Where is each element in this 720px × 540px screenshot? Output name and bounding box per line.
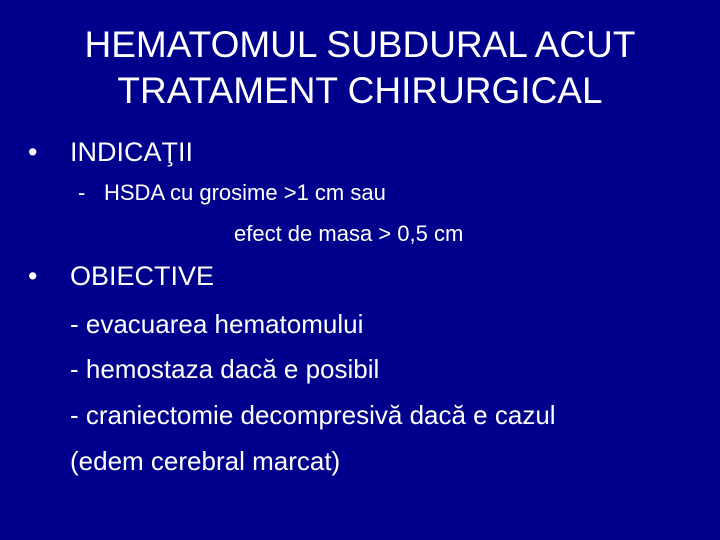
indicatii-line-1: HSDA cu grosime >1 cm sau xyxy=(104,180,386,205)
obiective-item: - evacuarea hematomului xyxy=(70,309,364,339)
bullet-obiective xyxy=(28,260,214,292)
slide-title xyxy=(0,22,720,114)
indicatii-line-2: efect de masa > 0,5 cm xyxy=(234,221,464,246)
bullet-dot-obiective: • xyxy=(28,261,38,291)
bullet-dot-indicatii: • xyxy=(28,137,38,167)
obiective-heading: OBIECTIVE xyxy=(70,261,215,291)
title-line-1: HEMATOMUL SUBDURAL ACUT xyxy=(84,24,636,65)
title-line-2: TRATAMENT CHIRURGICAL xyxy=(117,70,603,111)
bullet-indicatii xyxy=(28,136,193,168)
obiective-item: - hemostaza dacă e posibil xyxy=(70,354,380,384)
obiective-item: - craniectomie decompresivă dacă e cazul xyxy=(70,400,556,430)
indicatii-heading: INDICAŢII xyxy=(70,137,194,167)
indicatii-dash: - xyxy=(78,180,86,205)
obiective-item: (edem cerebral marcat) xyxy=(70,446,341,476)
